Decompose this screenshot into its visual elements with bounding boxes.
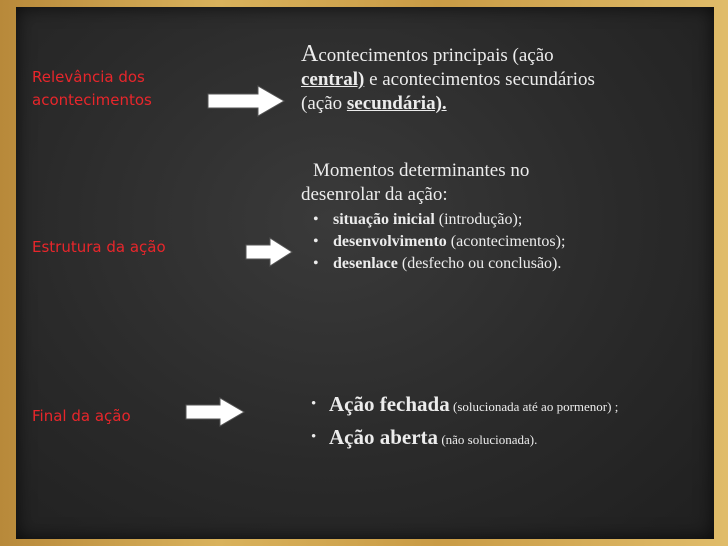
list-item bbox=[301, 422, 711, 455]
final-text bbox=[301, 389, 711, 455]
label-relevancia bbox=[32, 66, 152, 112]
label-final: Final da ação bbox=[32, 407, 131, 425]
item-term: desenlace bbox=[333, 255, 398, 272]
list-item bbox=[301, 209, 701, 231]
list-item bbox=[301, 253, 701, 275]
term-secundaria: secundária). bbox=[346, 93, 447, 114]
bullet-icon: • bbox=[313, 211, 319, 228]
bullet-icon: • bbox=[311, 429, 317, 445]
estrutura-text bbox=[301, 159, 701, 275]
bullet-icon: • bbox=[313, 255, 319, 272]
drop-cap: A bbox=[301, 41, 319, 67]
label-relevancia-line1: Relevância dos bbox=[32, 68, 145, 86]
item-term: Ação aberta bbox=[329, 425, 439, 449]
arrow-right-icon bbox=[244, 236, 294, 268]
relevancia-line2: e acontecimentos secundários bbox=[364, 69, 595, 90]
relevancia-text bbox=[301, 42, 701, 116]
item-term: Ação fechada bbox=[329, 392, 450, 416]
label-relevancia-line2: acontecimentos bbox=[32, 91, 152, 109]
relevancia-line3: (ação bbox=[301, 93, 347, 114]
list-item bbox=[301, 231, 701, 253]
term-central: central) bbox=[301, 69, 365, 90]
estrutura-list bbox=[301, 209, 701, 275]
estrutura-line1: Momentos determinantes no bbox=[313, 160, 530, 181]
estrutura-line2: desenrolar da ação: bbox=[301, 184, 448, 205]
item-detail: (solucionada até ao pormenor) ; bbox=[449, 399, 619, 414]
item-term: situação inicial bbox=[333, 211, 435, 228]
bullet-icon: • bbox=[311, 396, 317, 412]
item-detail: (não solucionada). bbox=[438, 432, 538, 447]
bullet-icon: • bbox=[313, 233, 319, 250]
arrow-right-icon bbox=[206, 84, 286, 118]
item-detail: (introdução); bbox=[434, 211, 523, 228]
arrow-right-icon bbox=[184, 396, 246, 428]
final-list bbox=[301, 389, 711, 455]
item-term: desenvolvimento bbox=[333, 233, 447, 250]
relevancia-line1: contecimentos principais (ação bbox=[318, 45, 554, 66]
label-estrutura: Estrutura da ação bbox=[32, 238, 166, 256]
item-detail: (acontecimentos); bbox=[446, 233, 566, 250]
list-item bbox=[301, 389, 711, 422]
item-detail: (desfecho ou conclusão). bbox=[397, 255, 562, 272]
